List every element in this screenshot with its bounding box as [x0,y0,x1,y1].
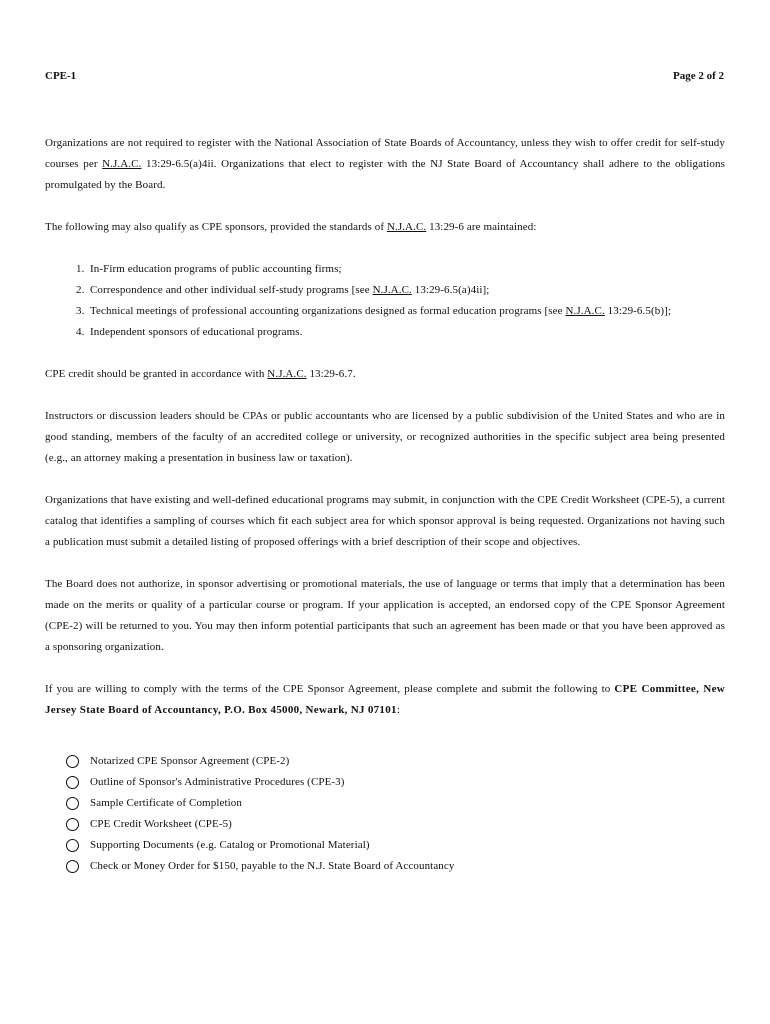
citation: N.J.A.C. [267,368,307,380]
citation: N.J.A.C. [372,284,412,296]
page-number: Page 2 of 2 [672,70,724,82]
paragraph-catalog: Organizations that have existing and well-defined educational programs may submit, in conjunction with the CPE Credit Worksheet (CPE-5), a current catalog that identifies a sampling of courses which fit each subject area for which sponsor approval is being requested. Organizations not having such a publication must submit a detailed listing of proposed offerings with a brief description of their scope and objectives. [45,494,725,548]
document-body [45,133,725,877]
paragraph-credit: CPE credit should be granted in accordance with N.J.A.C. 13:29-6.7. [45,368,356,380]
list-item: 3. Technical meetings of professional accounting organizations designed as formal education programs [see N.J.A.C. 13:29-6.5(b)]; [76,305,672,317]
radio-circle-icon[interactable] [66,797,79,810]
page-header [45,70,724,82]
checklist-item: Check or Money Order for $150, payable to the N.J. State Board of Accountancy [45,856,725,877]
paragraph-submit: If you are willing to comply with the terms of the CPE Sponsor Agreement, please complete and submit the following to CPE Committee, New Jersey State Board of Accountancy, P.O. Box 45000, Newark, NJ 07101: [45,683,725,716]
radio-circle-icon[interactable] [66,860,79,873]
checklist-item: Supporting Documents (e.g. Catalog or Promotional Material) [45,835,725,856]
paragraph-registration: Organizations are not required to register with the National Association of State Boards of Accountancy, unless they wish to offer credit for self-study courses per N.J.A.C. 13:29-6.5(a)4ii. Organizations that elect to register with the NJ State Board of Accountancy shall adhere to the obligations promulgated by the Board. [45,137,725,191]
paragraph-advertising: The Board does not authorize, in sponsor advertising or promotional materials, the use of language or terms that imply that a determination has been made on the merits or quality of a particular course or program. If your application is accepted, an endorsed copy of the CPE Sponsor Agreement (CPE-2) will be returned to you. You may then inform potential participants that such an agreement has been made or that you have been approved as a sponsoring organization. [45,578,725,653]
citation: N.J.A.C. [565,305,605,317]
radio-circle-icon[interactable] [66,776,79,789]
form-id: CPE-1 [45,70,77,82]
checklist-item: CPE Credit Worksheet (CPE-5) [45,814,725,835]
list-item: 4. Independent sponsors of educational programs. [76,326,303,338]
paragraph-instructors: Instructors or discussion leaders should be CPAs or public accountants who are licensed by a public subdivision of the United States and who are in good standing, members of the faculty of an accredited college or university, or recognized authorities in the specific subject area being presented (e.g., an attorney making a presentation in business law or taxation). [45,410,725,464]
radio-circle-icon[interactable] [66,755,79,768]
mailing-address: CPE Committee, New Jersey State Board of Accountancy, P.O. Box 45000, Newark, NJ 07101 [45,683,725,716]
sponsor-types-list [45,259,725,343]
citation: N.J.A.C. [386,221,427,233]
radio-circle-icon[interactable] [66,818,79,831]
radio-circle-icon[interactable] [66,839,79,852]
paragraph-qualify: The following may also qualify as CPE sponsors, provided the standards of N.J.A.C. 13:29-6 are maintained: [45,221,537,233]
list-item: 1. In-Firm education programs of public accounting firms; [76,263,342,275]
list-item: 2. Correspondence and other individual self-study programs [see N.J.A.C. 13:29-6.5(a)4ii]; [76,284,490,296]
submission-checklist [45,751,725,877]
checklist-item: Notarized CPE Sponsor Agreement (CPE-2) [45,751,725,772]
citation: N.J.A.C. [102,158,142,170]
checklist-item: Sample Certificate of Completion [45,793,725,814]
checklist-item: Outline of Sponsor's Administrative Procedures (CPE-3) [45,772,725,793]
